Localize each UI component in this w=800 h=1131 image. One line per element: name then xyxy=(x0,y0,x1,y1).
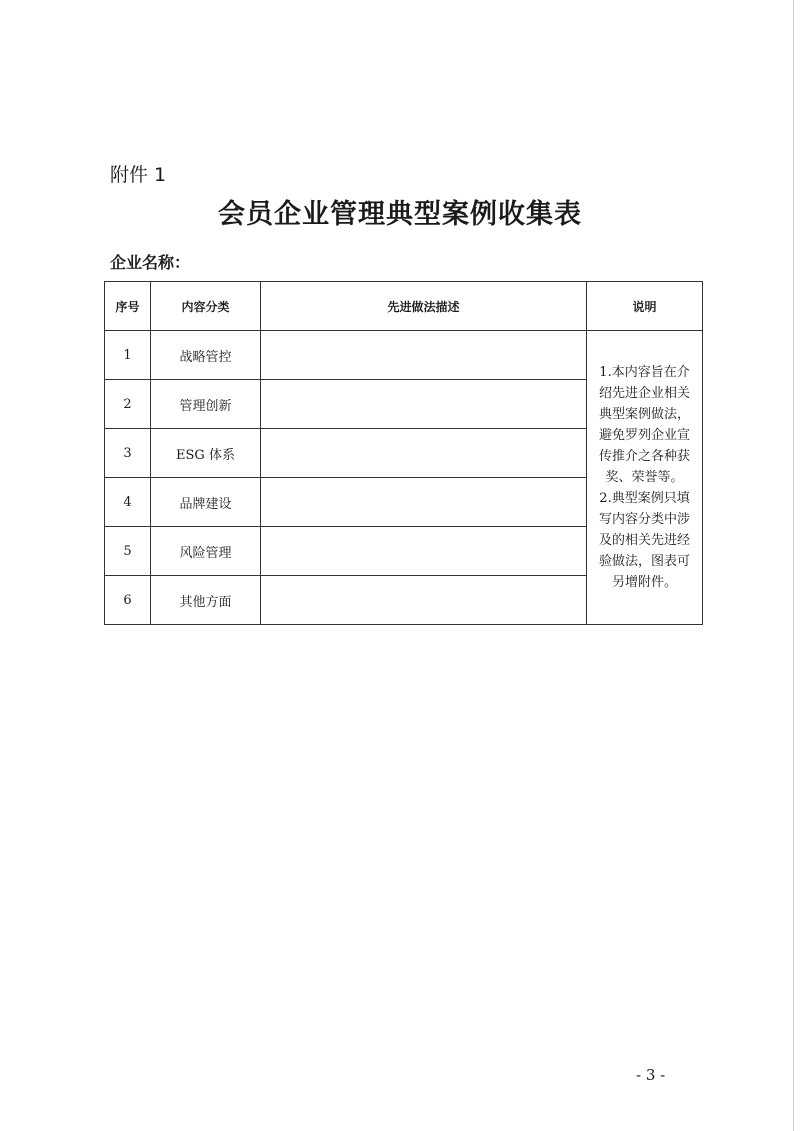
row-category: 其他方面 xyxy=(151,576,261,625)
company-name-label: 企业名称： xyxy=(110,253,191,272)
row-number: 4 xyxy=(105,478,151,527)
row-description-cell[interactable] xyxy=(261,380,587,429)
note-line: 及的相关先进经 xyxy=(598,533,690,548)
row-category: 品牌建设 xyxy=(151,478,261,527)
header-description: 先进做法描述 xyxy=(261,282,587,331)
note-line: 写内容分类中涉 xyxy=(598,512,690,527)
row-description-cell[interactable] xyxy=(261,527,587,576)
row-category: ESG 体系 xyxy=(151,429,261,478)
row-description-cell[interactable] xyxy=(261,331,587,380)
page-number: - 3 - xyxy=(636,1066,666,1084)
note-line: 1.本内容旨在介 xyxy=(599,365,690,380)
row-category: 管理创新 xyxy=(151,380,261,429)
note-line: 绍先进企业相关 xyxy=(598,386,690,401)
row-number: 5 xyxy=(105,527,151,576)
scan-edge-line xyxy=(793,0,794,1131)
row-description-cell[interactable] xyxy=(261,576,587,625)
table-row xyxy=(105,331,703,380)
attachment-label: 附件 1 xyxy=(110,164,167,186)
note-line: 2.典型案例只填 xyxy=(599,491,690,506)
note-line: 奖、荣誉等。 xyxy=(605,470,684,485)
case-collection-table xyxy=(104,281,703,625)
row-number: 3 xyxy=(105,429,151,478)
header-serial: 序号 xyxy=(105,282,151,331)
row-number: 6 xyxy=(105,576,151,625)
row-description-cell[interactable] xyxy=(261,478,587,527)
row-number: 2 xyxy=(105,380,151,429)
note-line: 验做法，图表可 xyxy=(598,554,690,569)
note-line: 传推介之各种获 xyxy=(598,449,690,464)
notes-cell xyxy=(587,331,703,625)
row-category: 风险管理 xyxy=(151,527,261,576)
document-title: 会员企业管理典型案例收集表 xyxy=(218,199,582,230)
header-notes: 说明 xyxy=(587,282,703,331)
note-line: 避免罗列企业宣 xyxy=(598,428,690,443)
header-category: 内容分类 xyxy=(151,282,261,331)
row-description-cell[interactable] xyxy=(261,429,587,478)
row-category: 战略管控 xyxy=(151,331,261,380)
table-header-row xyxy=(105,282,703,331)
row-number: 1 xyxy=(105,331,151,380)
note-line: 典型案例做法， xyxy=(598,407,690,422)
note-line: 另增附件。 xyxy=(611,575,677,590)
